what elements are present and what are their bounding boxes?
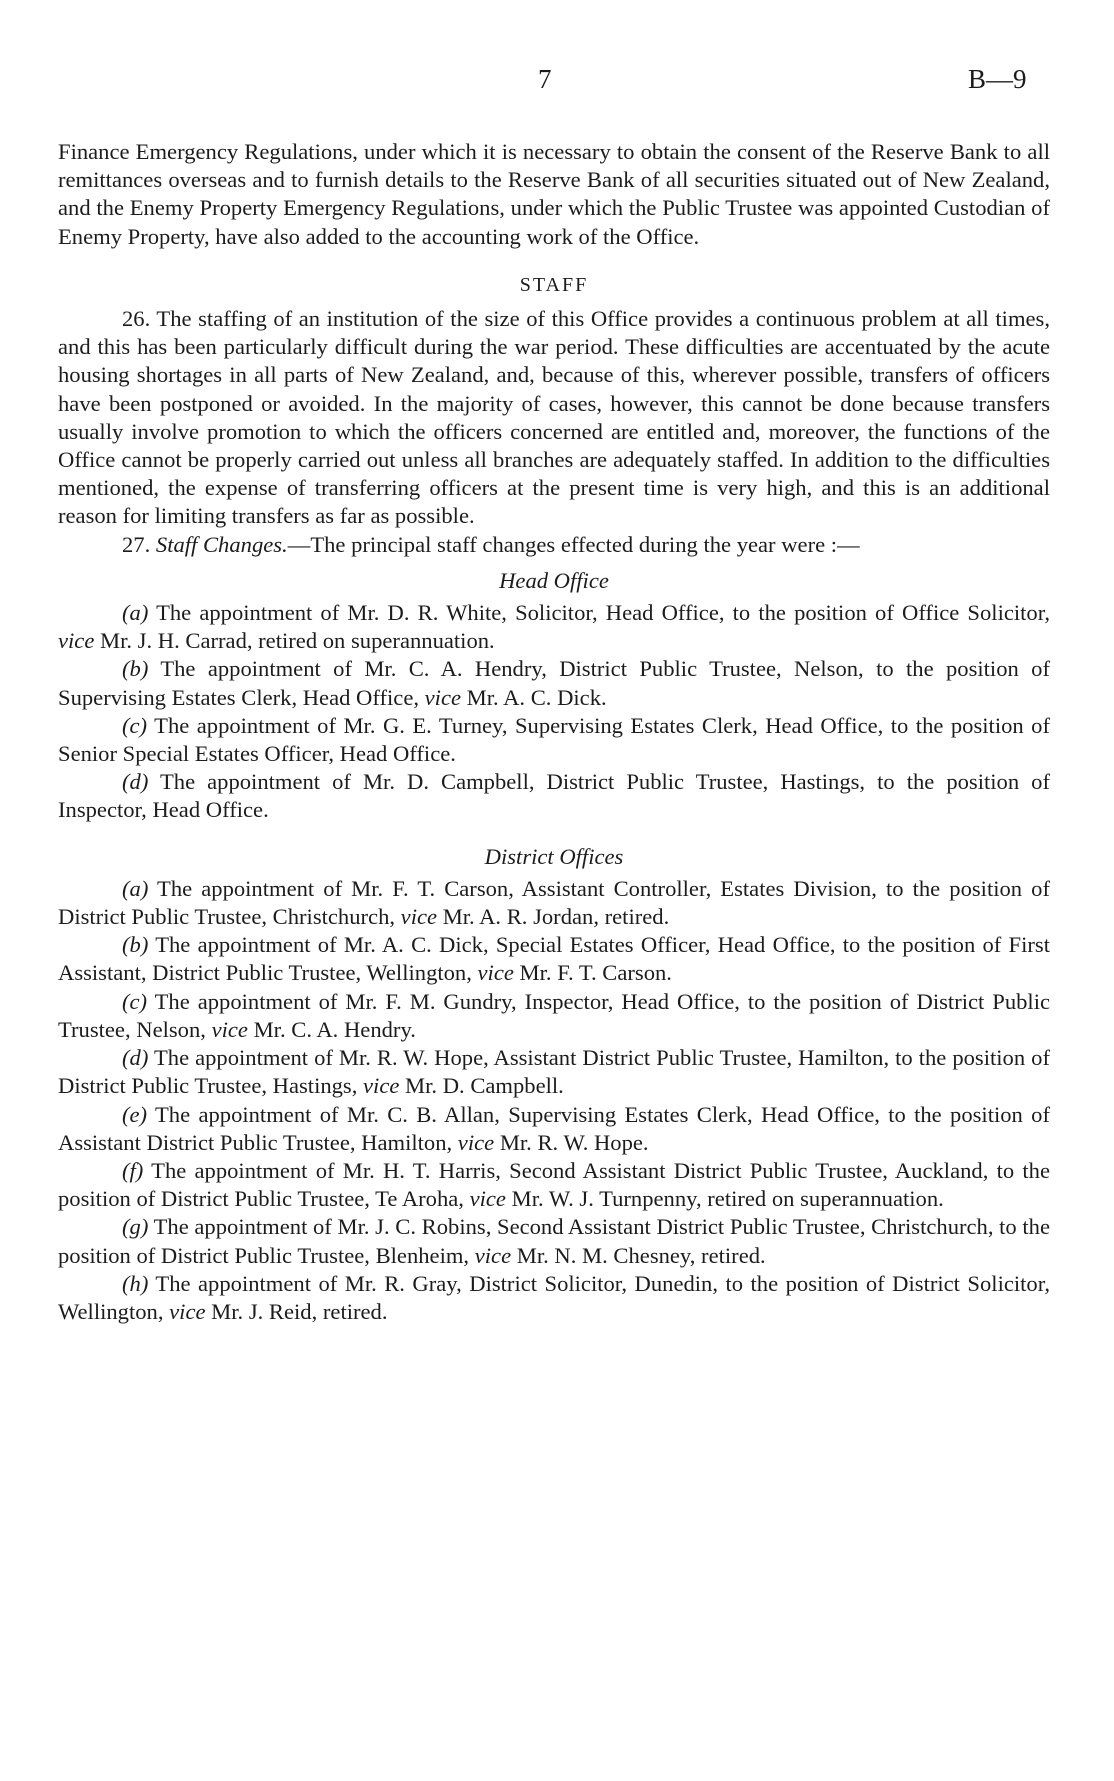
item-text-end: Mr. D. Campbell. bbox=[399, 1073, 564, 1099]
staff-heading: STAFF bbox=[519, 273, 589, 296]
list-item bbox=[58, 1213, 1050, 1269]
item-label: (g) bbox=[122, 1214, 149, 1240]
item-text-end: Mr. W. J. Turnpenny, retired on superannuation. bbox=[505, 1186, 944, 1212]
item-text-end: Mr. C. A. Hendry. bbox=[247, 1016, 416, 1042]
item-text: The appointment of Mr. D. Campbell, District Public Trustee, Hastings, to the position of Inspector, Head Office. bbox=[58, 769, 1050, 823]
item-vice: vice bbox=[211, 1016, 248, 1042]
item-label: (e) bbox=[122, 1101, 148, 1127]
item-label: (a) bbox=[122, 600, 149, 626]
head-office-list bbox=[58, 599, 1050, 825]
list-item bbox=[58, 599, 1050, 655]
item-text-end: Mr. J. Reid, retired. bbox=[205, 1298, 388, 1324]
paragraph-27 bbox=[58, 531, 1050, 559]
head-office-heading: Head Office bbox=[499, 567, 609, 593]
item-text: The appointment of Mr. J. C. Robins, Second Assistant District Public Trustee, Christchurch, to the position of District Public Trustee, Blenheim, bbox=[58, 1214, 1050, 1268]
list-item bbox=[58, 655, 1050, 711]
item-text: The appointment of Mr. D. R. White, Solicitor, Head Office, to the position of Office Solicitor, bbox=[148, 600, 1050, 626]
item-text-end: Mr. A. R. Jordan, retired. bbox=[437, 904, 670, 930]
item-vice: vice bbox=[457, 1129, 495, 1155]
item-label: (b) bbox=[122, 932, 149, 958]
item-vice: vice bbox=[474, 1242, 512, 1268]
item-text-end: Mr. R. W. Hope. bbox=[494, 1129, 649, 1155]
item-label: (c) bbox=[122, 988, 148, 1014]
item-text: The appointment of Mr. F. M. Gundry, Inspector, Head Office, to the position of District Public Trustee, Nelson, bbox=[58, 988, 1050, 1042]
intro-paragraph: Finance Emergency Regulations, under which it is necessary to obtain the consent of the Reserve Bank to all remittances overseas and to furnish details to the Reserve Bank of all securities situated out of New Zealand, and the Enemy Property Emergency Regulations, under which the Public Trustee was appointed Custodian of Enemy Property, have also added to the accounting work of the Office. bbox=[58, 139, 1050, 249]
list-item bbox=[58, 1044, 1050, 1100]
item-label: (d) bbox=[122, 1045, 149, 1071]
item-text-end: Mr. J. H. Carrad, retired on superannuation. bbox=[94, 628, 495, 654]
item-text: The appointment of Mr. A. C. Dick, Special Estates Officer, Head Office, to the position of First Assistant, District Public Trustee, Wellington, bbox=[58, 932, 1050, 986]
item-text-end: Mr. N. M. Chesney, retired. bbox=[511, 1242, 766, 1268]
item-text: The appointment of Mr. C. A. Hendry, District Public Trustee, Nelson, to the position of Supervising Estates Clerk, Head Office, bbox=[58, 656, 1050, 710]
item-label: (h) bbox=[122, 1270, 149, 1296]
item-text: The appointment of Mr. C. B. Allan, Supervising Estates Clerk, Head Office, to the position of Assistant District Public Trustee, Hamilton, bbox=[58, 1101, 1050, 1155]
paragraph-27-title: Staff Changes. bbox=[155, 531, 288, 557]
item-label: (d) bbox=[122, 769, 149, 795]
item-text: The appointment of Mr. R. W. Hope, Assistant District Public Trustee, Hamilton, to the position of District Public Trustee, Hastings, bbox=[58, 1045, 1050, 1099]
item-text: The appointment of Mr. H. T. Harris, Second Assistant District Public Trustee, Auckland, to the position of District Public Trustee, Te Aroha, bbox=[58, 1157, 1050, 1212]
item-vice: vice bbox=[169, 1298, 206, 1324]
item-vice: vice bbox=[477, 960, 514, 986]
list-item bbox=[58, 712, 1050, 768]
item-text: The appointment of Mr. F. T. Carson, Assistant Controller, Estates Division, to the position of District Public Trustee, Christchurch, bbox=[58, 875, 1050, 930]
list-item bbox=[58, 1157, 1050, 1213]
list-item bbox=[58, 988, 1050, 1044]
item-vice: vice bbox=[400, 904, 438, 930]
item-label: (f) bbox=[122, 1157, 144, 1183]
district-offices-heading: District Offices bbox=[484, 843, 624, 869]
list-item bbox=[58, 768, 1050, 824]
item-text: The appointment of Mr. R. Gray, District Solicitor, Dunedin, to the position of District Solicitor, Wellington, bbox=[58, 1270, 1050, 1324]
item-text-end: Mr. F. T. Carson. bbox=[513, 960, 672, 986]
page-number: 7 bbox=[538, 64, 552, 94]
item-label: (c) bbox=[122, 712, 148, 738]
item-label: (a) bbox=[122, 875, 149, 901]
item-vice: vice bbox=[424, 684, 462, 710]
paragraph-26: 26. The staffing of an institution of the size of this Office provides a continuous problem at all times, and this has been particularly difficult during the war period. These difficulties are accentuated by the acute housing shortages in all parts of New Zealand, and, because of this, wherever possible, transfers of officers have been postponed or avoided. In the majority of cases, however, this cannot be done because transfers usually involve promotion to which the officers concerned are entitled and, moreover, the functions of the Office cannot be properly carried out unless all branches are adequately staffed. In addition to the difficulties mentioned, the expense of transferring officers at the present time is very high, and this is an additional reason for limiting transfers as far as possible. bbox=[58, 306, 1050, 529]
item-vice: vice bbox=[58, 628, 95, 654]
item-vice: vice bbox=[469, 1186, 506, 1212]
paragraph-27-number: 27. bbox=[122, 531, 151, 557]
item-text: The appointment of Mr. G. E. Turney, Supervising Estates Clerk, Head Office, to the position of Senior Special Estates Officer, Head Office. bbox=[58, 712, 1050, 767]
paragraph-27-text: —The principal staff changes effected during the year were :— bbox=[287, 531, 860, 557]
page-body bbox=[58, 138, 1050, 1326]
item-vice: vice bbox=[363, 1073, 400, 1099]
item-text-end: Mr. A. C. Dick. bbox=[461, 684, 607, 710]
list-item bbox=[58, 931, 1050, 987]
district-offices-list bbox=[58, 875, 1050, 1326]
list-item bbox=[58, 875, 1050, 931]
document-reference: B—9 bbox=[968, 64, 1027, 94]
item-label: (b) bbox=[122, 656, 149, 682]
list-item bbox=[58, 1101, 1050, 1157]
list-item bbox=[58, 1270, 1050, 1326]
